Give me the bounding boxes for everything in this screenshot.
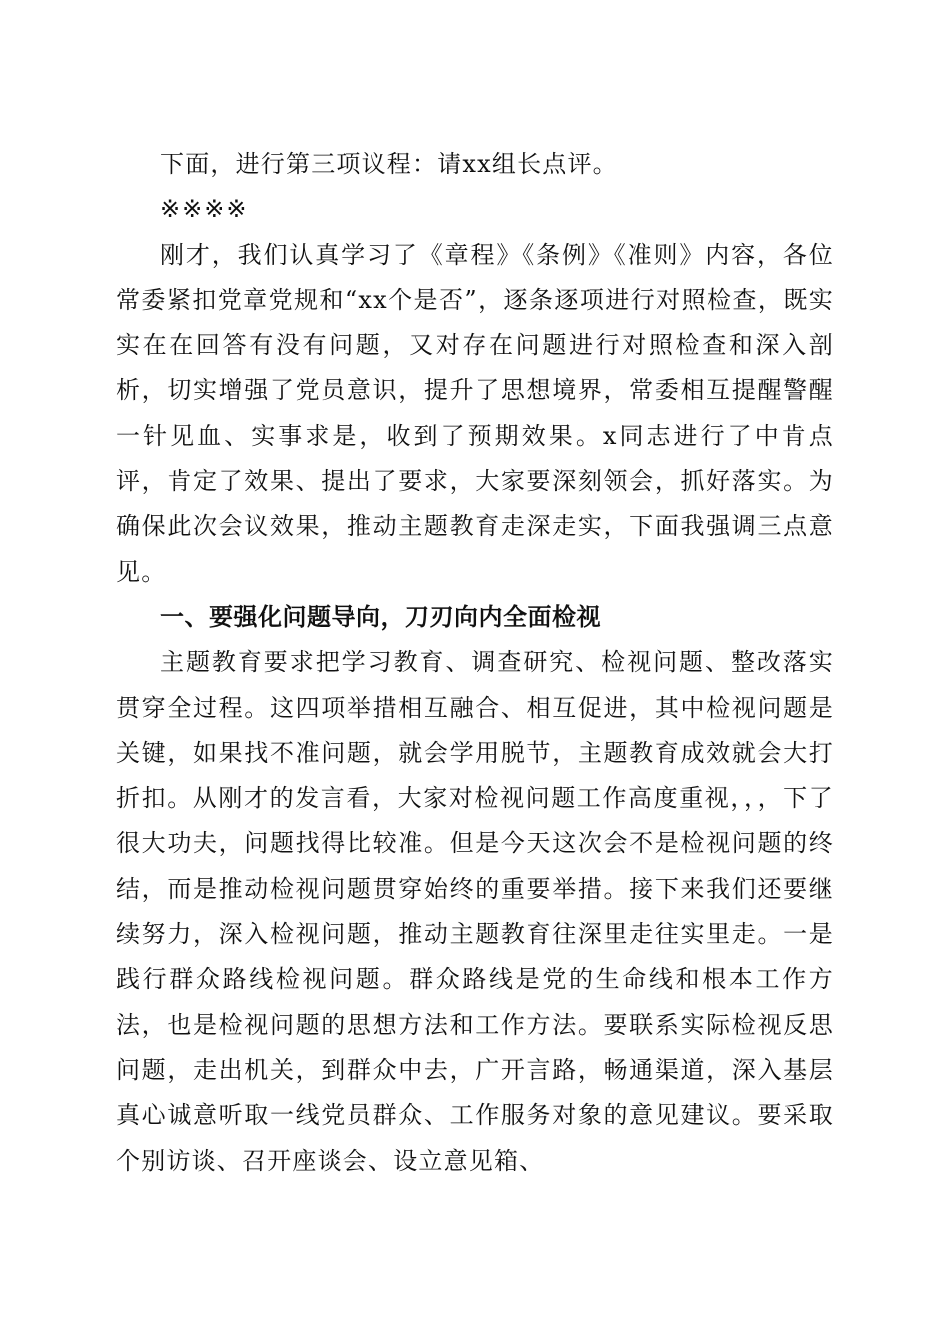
intro-paragraph: 刚才，我们认真学习了《章程》《条例》《准则》内容，各位常委紧扣党章党规和“xx个是否”，逐条逐项进行对照检查，既实实在在回答有没有问题，又对存在问题进行对照检查和深入剖析，切实增强了党员意识，提升了思想境界，常委相互提醒警醒一针见血、实事求是，收到了预期效果。x同志进行了中肯点评，肯定了效果、提出了要求，大家要深刻领会，抓好落实。为确保此次会议效果，推动主题教育走深走实，下面我强调三点意见。: [116, 240, 834, 586]
section-separator: ※※※※: [160, 195, 249, 224]
agenda-line: 下面，进行第三项议程：请xx组长点评。: [160, 150, 618, 178]
section-heading-1: 一、要强化问题导向，刀刃向内全面检视: [160, 602, 601, 631]
body-paragraph: 主题教育要求把学习教育、调查研究、检视问题、整改落实贯穿全过程。这四项举措相互融合、相互促进，其中检视问题是关键，如果找不准问题，就会学用脱节，主题教育成效就会大打折扣。从刚才的发言看，大家对检视问题工作高度重视，，，下了很大功夫，问题找得比较准。但是今天这次会不是检视问题的终结，而是推动检视问题贯穿始终的重要举措。接下来我们还要继续努力，深入检视问题，推动主题教育往深里走往实里走。一是践行群众路线检视问题。群众路线是党的生命线和根本工作方法，也是检视问题的思想方法和工作方法。要联系实际检视反思问题，走出机关，到群众中去，广开言路，畅通渠道，深入基层真心诚意听取一线党员群众、工作服务对象的意见建议。要采取个别访谈、召开座谈会、设立意见箱、: [116, 648, 834, 1175]
document-body: [116, 142, 834, 1184]
